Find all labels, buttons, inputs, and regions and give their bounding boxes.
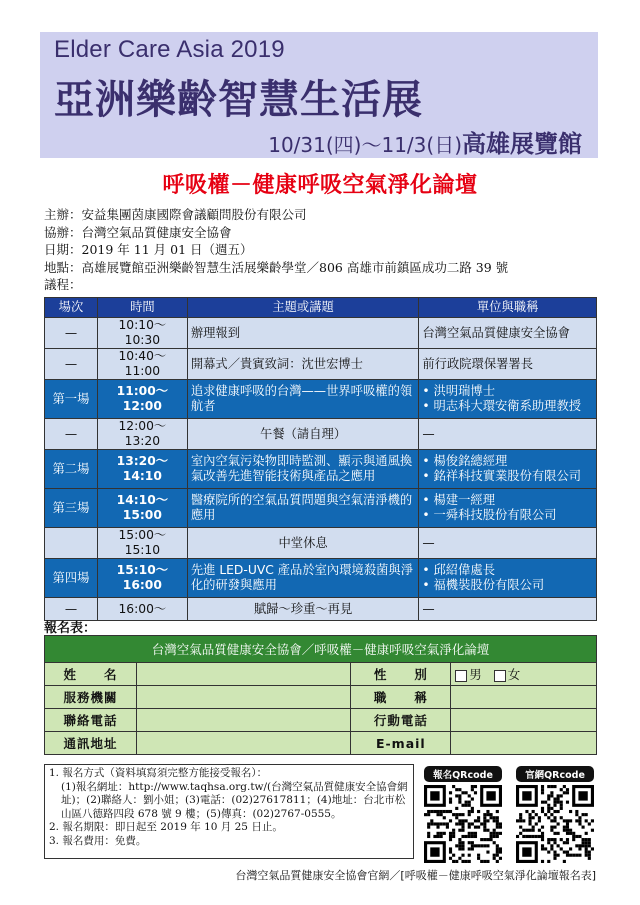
agenda-row xyxy=(45,528,597,559)
co-organizer: 協辦：台灣空氣品質健康安全協會 xyxy=(44,224,232,240)
footer-caption: 台灣空氣品質健康安全協會官網／[呼吸權－健康呼吸空氣淨化論壇報名表] xyxy=(235,869,596,882)
address-label: 通訊地址 xyxy=(45,732,137,755)
agenda-row xyxy=(45,559,597,598)
agenda-row xyxy=(45,450,597,489)
email-label: E-mail xyxy=(351,732,451,755)
agenda-label: 議程： xyxy=(44,277,82,292)
org-label: 服務機關 xyxy=(45,686,137,709)
official-qr-code-icon[interactable] xyxy=(516,785,594,863)
phone-label: 聯絡電話 xyxy=(45,709,137,732)
agenda-unit: — xyxy=(419,598,597,621)
agenda-row xyxy=(45,489,597,528)
form-row-address xyxy=(45,732,597,755)
form-row-phone xyxy=(45,709,597,732)
agenda-unit: • 楊俊銘總經理 • 銘祥科技實業股份有限公司 xyxy=(419,450,597,489)
agenda-topic: 追求健康呼吸的台灣——世界呼吸權的領航者 xyxy=(187,380,419,419)
agenda-time: 10:40～11:00 xyxy=(97,349,187,380)
agenda-session: 第一場 xyxy=(45,380,98,419)
female-label: 女 xyxy=(507,667,521,682)
agenda-row xyxy=(45,380,597,419)
col-topic: 主題或講題 xyxy=(187,298,419,318)
agenda-time: 15:10～16:00 xyxy=(97,559,187,598)
mobile-field[interactable] xyxy=(451,709,597,732)
agenda-session: 第三場 xyxy=(45,489,98,528)
agenda-unit: • 邱紹偉處長 • 福機裝股份有限公司 xyxy=(419,559,597,598)
gender-label: 性 別 xyxy=(351,663,451,686)
agenda-time: 15:00～15:10 xyxy=(97,528,187,559)
agenda-time: 10:10～10:30 xyxy=(97,318,187,349)
agenda-session: — xyxy=(45,419,98,450)
agenda-topic: 辦理報到 xyxy=(187,318,419,349)
agenda-session xyxy=(45,528,98,559)
agenda-row xyxy=(45,318,597,349)
registration-form xyxy=(44,635,597,755)
event-name-zh: 亞洲樂齡智慧生活展 xyxy=(54,77,423,123)
agenda-time: 12:00～13:20 xyxy=(97,419,187,450)
phone-field[interactable] xyxy=(136,709,351,732)
note-method: 1. 報名方式（資料填寫須完整方能接受報名）： xyxy=(49,767,268,779)
female-checkbox[interactable] xyxy=(494,670,506,682)
agenda-session: 第二場 xyxy=(45,450,98,489)
agenda-session: — xyxy=(45,349,98,380)
note-fee: 3. 報名費用：免費。 xyxy=(49,834,147,847)
note-deadline: 2. 報名期限：即日起至 2019 年 10 月 25 日止。 xyxy=(49,821,283,833)
agenda-header-row xyxy=(45,298,597,318)
job-title-label: 職 稱 xyxy=(351,686,451,709)
male-checkbox[interactable] xyxy=(455,670,467,682)
agenda-unit: — xyxy=(419,419,597,450)
forum-title: 呼吸權－健康呼吸空氣淨化論壇 xyxy=(162,173,478,198)
agenda-topic: 先進 LED-UVC 產品於室內環境殺菌與淨化的研發與應用 xyxy=(187,559,419,598)
agenda-topic: 中堂休息 xyxy=(187,528,419,559)
address-field[interactable] xyxy=(136,732,351,755)
org-field[interactable] xyxy=(136,686,351,709)
official-qr xyxy=(516,766,594,863)
mobile-label: 行動電話 xyxy=(351,709,451,732)
agenda-topic: 賦歸～珍重～再見 xyxy=(187,598,419,621)
agenda-session: 第四場 xyxy=(45,559,98,598)
agenda-unit: — xyxy=(419,528,597,559)
event-name-en: Elder Care Asia 2019 xyxy=(54,36,285,63)
agenda-session: — xyxy=(45,598,98,621)
email-field[interactable] xyxy=(451,732,597,755)
agenda-row xyxy=(45,349,597,380)
signup-qr-code-icon[interactable] xyxy=(424,785,502,863)
registration-label: 報名表： xyxy=(44,621,97,636)
registration-title: 台灣空氣品質健康安全協會／呼吸權－健康呼吸空氣淨化論壇 xyxy=(45,636,597,663)
signup-qr xyxy=(424,766,502,863)
agenda-table xyxy=(44,297,597,621)
name-label: 姓 名 xyxy=(45,663,137,686)
event-info xyxy=(44,206,508,294)
job-title-field[interactable] xyxy=(451,686,597,709)
col-unit: 單位與職稱 xyxy=(419,298,597,318)
organizer: 主辦：安益集團茵康國際會議顧問股份有限公司 xyxy=(44,207,307,222)
agenda-time: 11:00～12:00 xyxy=(97,380,187,419)
registration-notes xyxy=(44,764,414,859)
agenda-topic: 醫療院所的空氣品質問題與空氣清淨機的應用 xyxy=(187,489,419,528)
agenda-unit: 台灣空氣品質健康安全協會 xyxy=(419,318,597,349)
official-qr-label: 官網QRcode xyxy=(516,766,594,782)
agenda-time: 16:00～ xyxy=(97,598,187,621)
registration-title-row xyxy=(45,636,597,663)
agenda-time: 13:20～14:10 xyxy=(97,450,187,489)
agenda-session: — xyxy=(45,318,98,349)
agenda-row xyxy=(45,598,597,621)
event-venue: 高雄展覽館 xyxy=(462,130,582,158)
signup-qr-label: 報名QRcode xyxy=(424,766,502,782)
col-session: 場次 xyxy=(45,298,98,318)
event-location: 地點：高雄展覽館亞洲樂齡智慧生活展樂齡學堂／806 高雄市前鎮區成功二路 39 號 xyxy=(44,259,509,275)
agenda-unit: • 洪明瑞博士 • 明志科大環安衛系助理教授 xyxy=(419,380,597,419)
gender-field xyxy=(451,663,597,686)
form-row-org xyxy=(45,686,597,709)
agenda-topic: 開幕式／貴賓致詞：沈世宏博士 xyxy=(187,349,419,380)
event-date: 日期：2019 年 11 月 01 日（週五） xyxy=(44,242,253,257)
name-field[interactable] xyxy=(136,663,351,686)
agenda-body xyxy=(45,318,597,621)
event-dates xyxy=(268,124,582,159)
agenda-unit: 前行政院環保署署長 xyxy=(419,349,597,380)
agenda-time: 14:10～15:00 xyxy=(97,489,187,528)
col-time: 時間 xyxy=(97,298,187,318)
note-details: (1)報名網址：http://www.taqhsa.org.tw/(台灣空氣品質健康安全協會網址)；(2)聯絡人：劉小姐；(3)電話：(02)27617811；(4)地址：台北市松山區八德路四段 678 號 9 樓；(5)傳真：(02)2767-0555。 xyxy=(61,780,408,820)
agenda-unit: • 楊建一經理 • 一舜科技股份有限公司 xyxy=(419,489,597,528)
agenda-row xyxy=(45,419,597,450)
event-date-range: 10/31(四)～11/3(日) xyxy=(268,133,462,157)
event-banner xyxy=(40,32,598,158)
agenda-topic: 午餐（請自理） xyxy=(187,419,419,450)
form-row-name xyxy=(45,663,597,686)
male-label: 男 xyxy=(469,667,482,682)
agenda-topic: 室內空氣污染物即時監測、顯示與通風換氣改善先進智能技術與產品之應用 xyxy=(187,450,419,489)
